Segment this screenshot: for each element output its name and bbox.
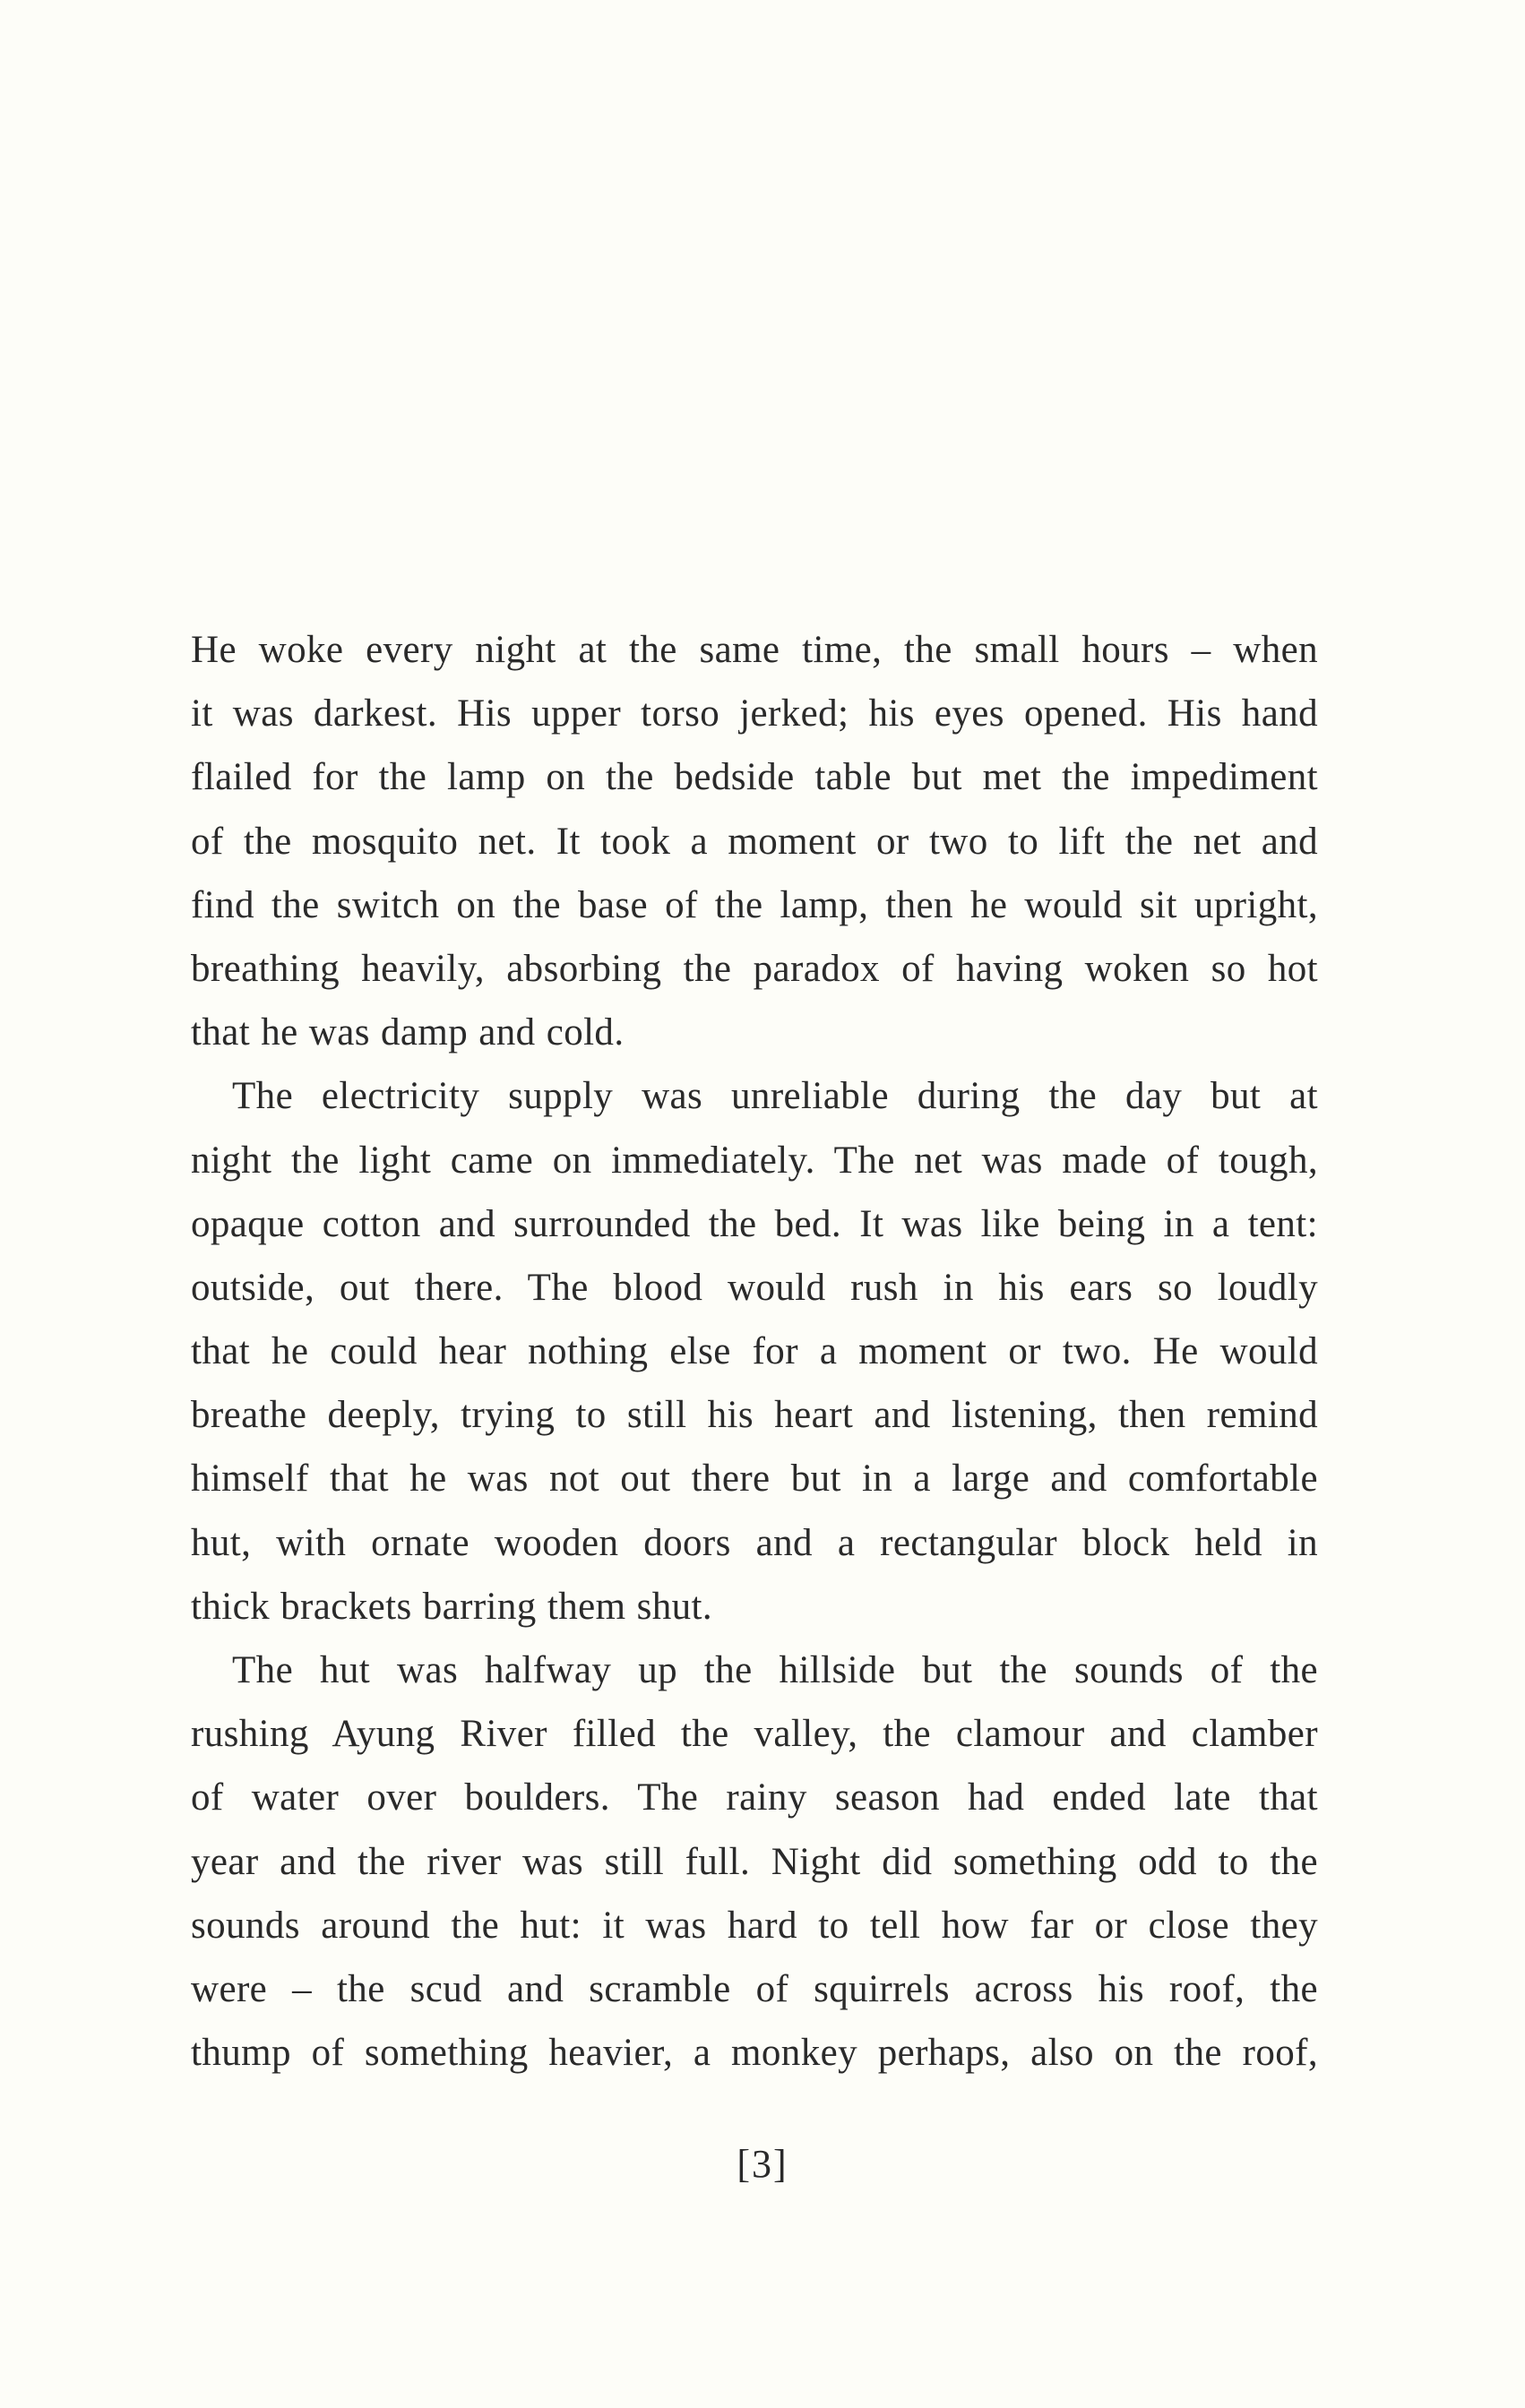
text-line: thick brackets barring them shut. (191, 1585, 713, 1628)
text-line: The electricity supply was unreliable during the day but at (232, 1075, 1318, 1118)
text-line: night the light came on immediately. The net was made of tough, (191, 1139, 1318, 1182)
page-number: [3] (737, 2142, 788, 2186)
body-text (191, 618, 1318, 2085)
text-line: were – the scud and scramble of squirrels across his roof, the (191, 1967, 1318, 2010)
text-line: that he could hear nothing else for a moment or two. He would (191, 1330, 1318, 1373)
text-line: it was darkest. His upper torso jerked; his eyes opened. His hand (191, 692, 1318, 735)
text-line: opaque cotton and surrounded the bed. It was like being in a tent: (191, 1202, 1318, 1245)
text-line: breathe deeply, trying to still his heart and listening, then remind (191, 1394, 1318, 1437)
text-line: of water over boulders. The rainy season had ended late that (191, 1776, 1318, 1819)
text-line: breathing heavily, absorbing the paradox of having woken so hot (191, 947, 1318, 990)
paragraph-3 (191, 1638, 1318, 2085)
text-line: that he was damp and cold. (191, 1011, 625, 1054)
text-line: He woke every night at the same time, the small hours – when (191, 629, 1318, 671)
paragraph-1 (191, 618, 1318, 1064)
paragraph-2 (191, 1064, 1318, 1638)
text-line: outside, out there. The blood would rush in his ears so loudly (191, 1266, 1318, 1309)
text-line: himself that he was not out there but in a large and comfortable (191, 1458, 1318, 1501)
text-line: flailed for the lamp on the bedside table but met the impediment (191, 756, 1318, 799)
text-line: rushing Ayung River filled the valley, the clamour and clamber (191, 1713, 1318, 1756)
text-line: year and the river was still full. Night did something odd to the (191, 1840, 1318, 1883)
text-line: of the mosquito net. It took a moment or two to lift the net and (191, 820, 1318, 863)
text-line: thump of something heavier, a monkey perhaps, also on the roof, (191, 2032, 1318, 2075)
text-line: sounds around the hut: it was hard to tell how far or close they (191, 1904, 1318, 1947)
text-line: find the switch on the base of the lamp, then he would sit upright, (191, 883, 1318, 926)
text-line: hut, with ornate wooden doors and a rectangular block held in (191, 1521, 1318, 1564)
text-line: The hut was halfway up the hillside but the sounds of the (232, 1649, 1318, 1691)
